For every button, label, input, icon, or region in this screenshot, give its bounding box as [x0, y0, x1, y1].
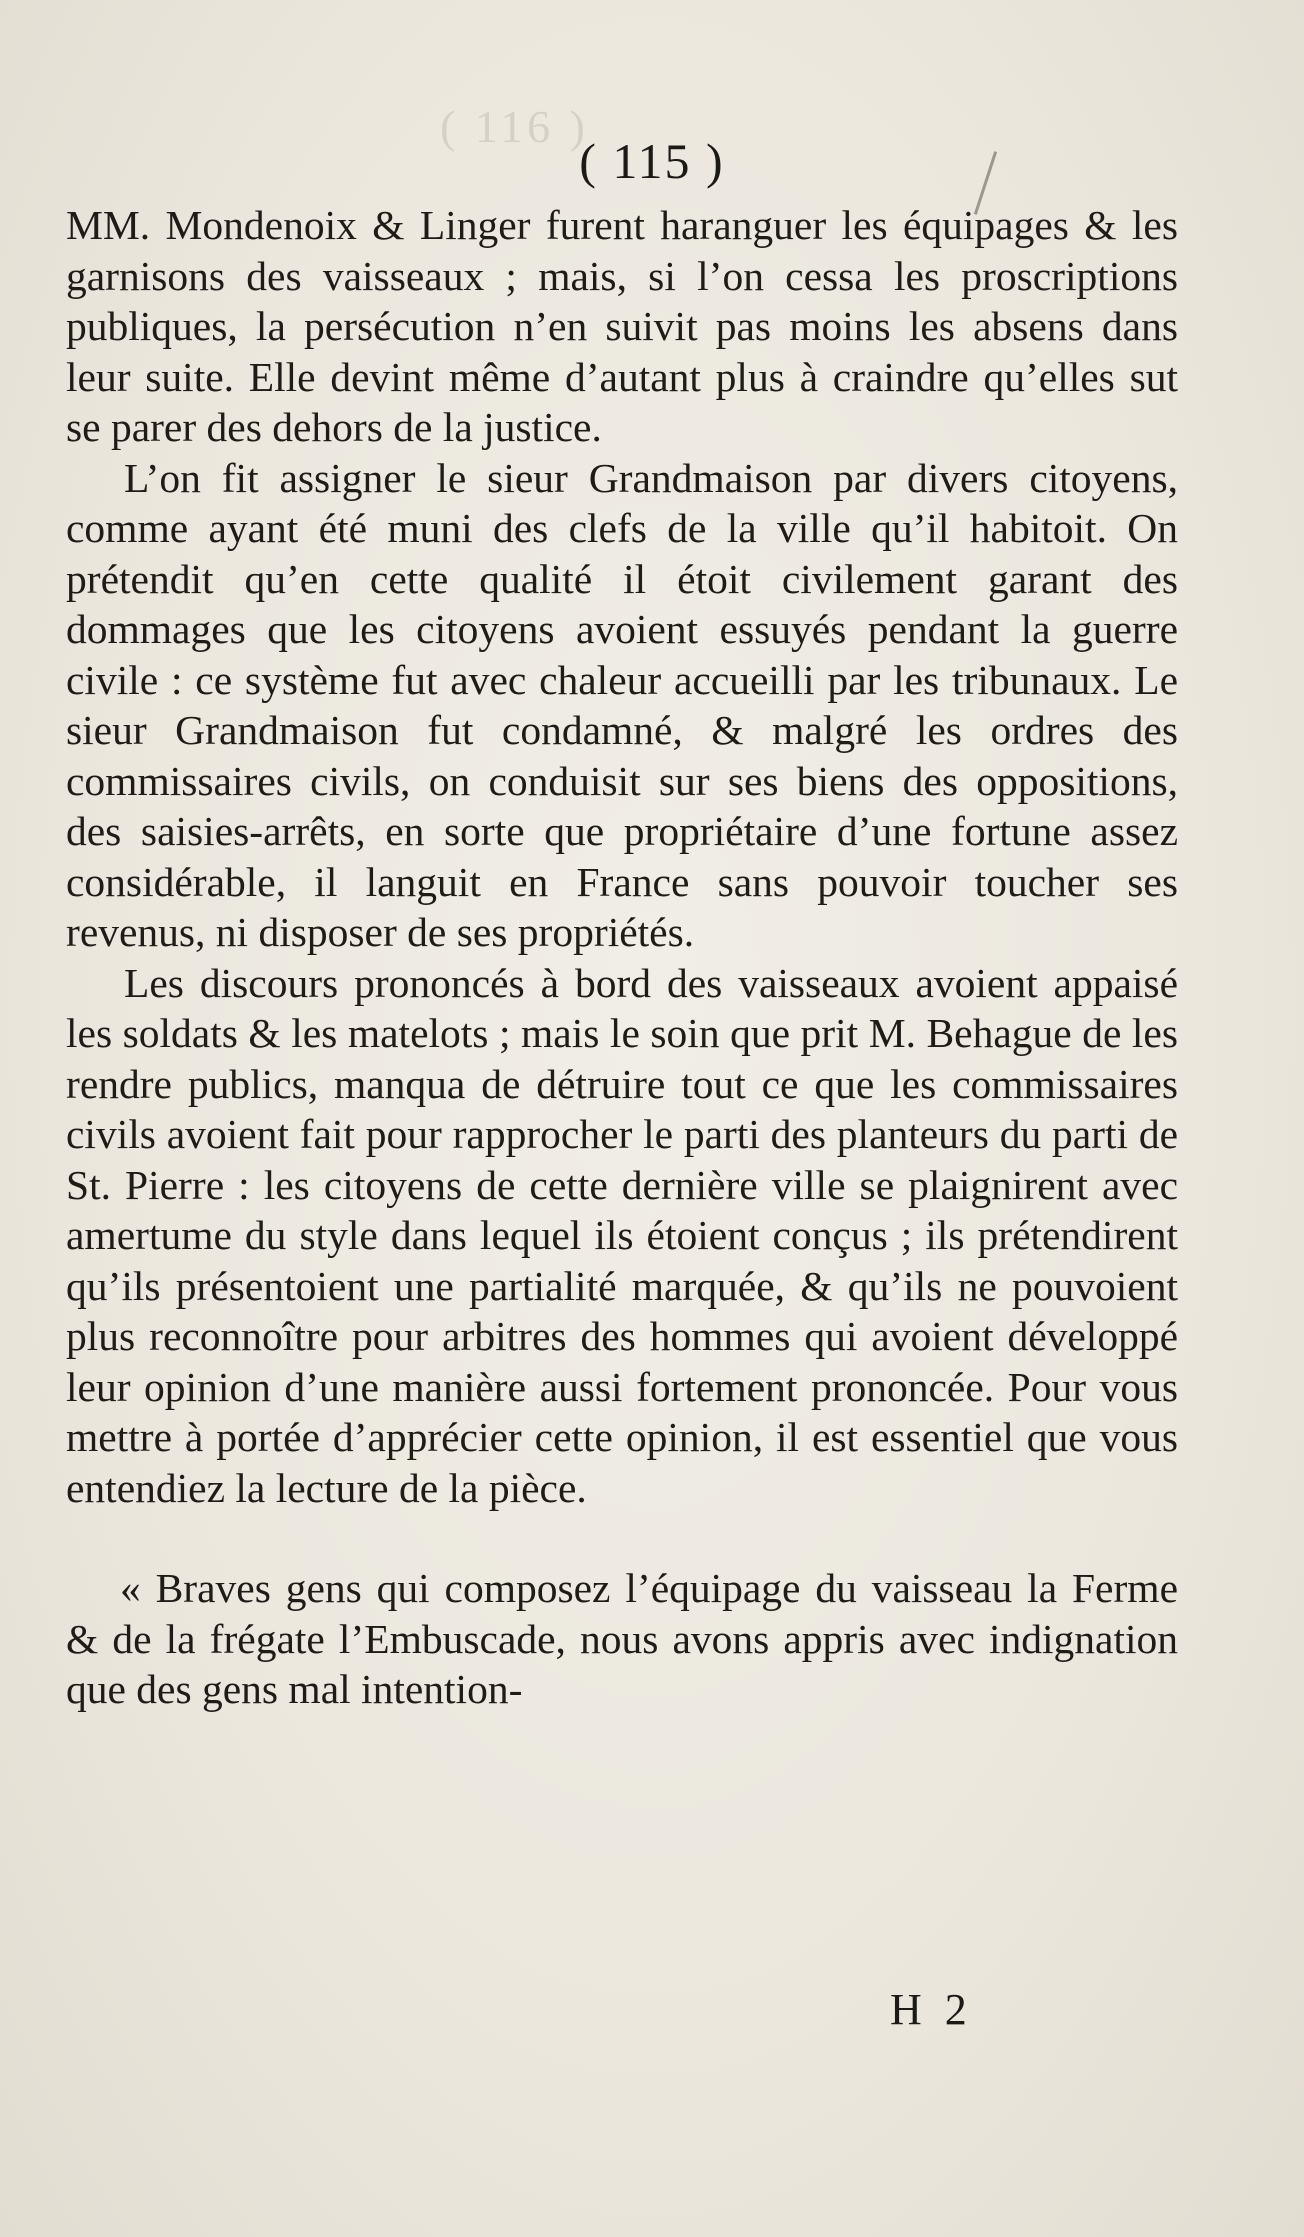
bleed-through-text: ( 116 )	[440, 101, 589, 152]
page-number-header: ( 115 )	[579, 133, 725, 189]
body-text	[66, 200, 1178, 1715]
quote-paragraph: « Braves gens qui composez l’équipage du vaisseau la Ferme & de la frégate l’Embuscade, nous avons appris avec indignation que des gens mal intention-	[66, 1565, 1178, 1712]
paragraph-1: MM. Mondenoix & Linger furent haranguer les équipages & les garnisons des vaisseaux ; mais, si l’on cessa les proscriptions publiques, la persécution n’en suivit pas moins les absens dans leur suite. Elle devint même d’autant plus à craindre qu’elles sut se parer des dehors de la justice.	[66, 202, 1178, 450]
paragraph-2: L’on fit assigner le sieur Grandmaison par divers citoyens, comme ayant été muni des clefs de la ville qu’il habitoit. On prétendit qu’en cette qualité il étoit civilement garant des dommages que les citoyens avoient essuyés pendant la guerre civile : ce système fut avec chaleur accueilli par les tribunaux. Le sieur Grandmaison fut condamné, & malgré les ordres des commissaires civils, on conduisit sur ses biens des oppositions, des saisies-arrêts, en sorte que propriétaire d’une fortune assez considérable, il languit en France sans pouvoir toucher ses revenus, ni disposer de ses propriétés.	[66, 454, 1178, 955]
signature-mark: H 2	[890, 1985, 973, 2034]
paragraph-3: Les discours prononcés à bord des vaisseaux avoient appaisé les soldats & les matelots ; mais le soin que prit M. Behague de les rendre publics, manqua de détruire tout ce que les commissaires civils avoient fait pour rapprocher le parti des planteurs du parti de St. Pierre : les citoyens de cette dernière ville se plaignirent avec amertume du style dans lequel ils étoient conçus ; ils prétendirent qu’ils présentoient une partialité marquée, & qu’ils ne pouvoient plus reconnoître pour arbitres des hommes qui avoient développé leur opinion d’une manière aussi fortement prononcée. Pour vous mettre à portée d’apprécier cette opinion, il est essentiel que vous entendiez la lecture de la pièce.	[66, 959, 1178, 1511]
